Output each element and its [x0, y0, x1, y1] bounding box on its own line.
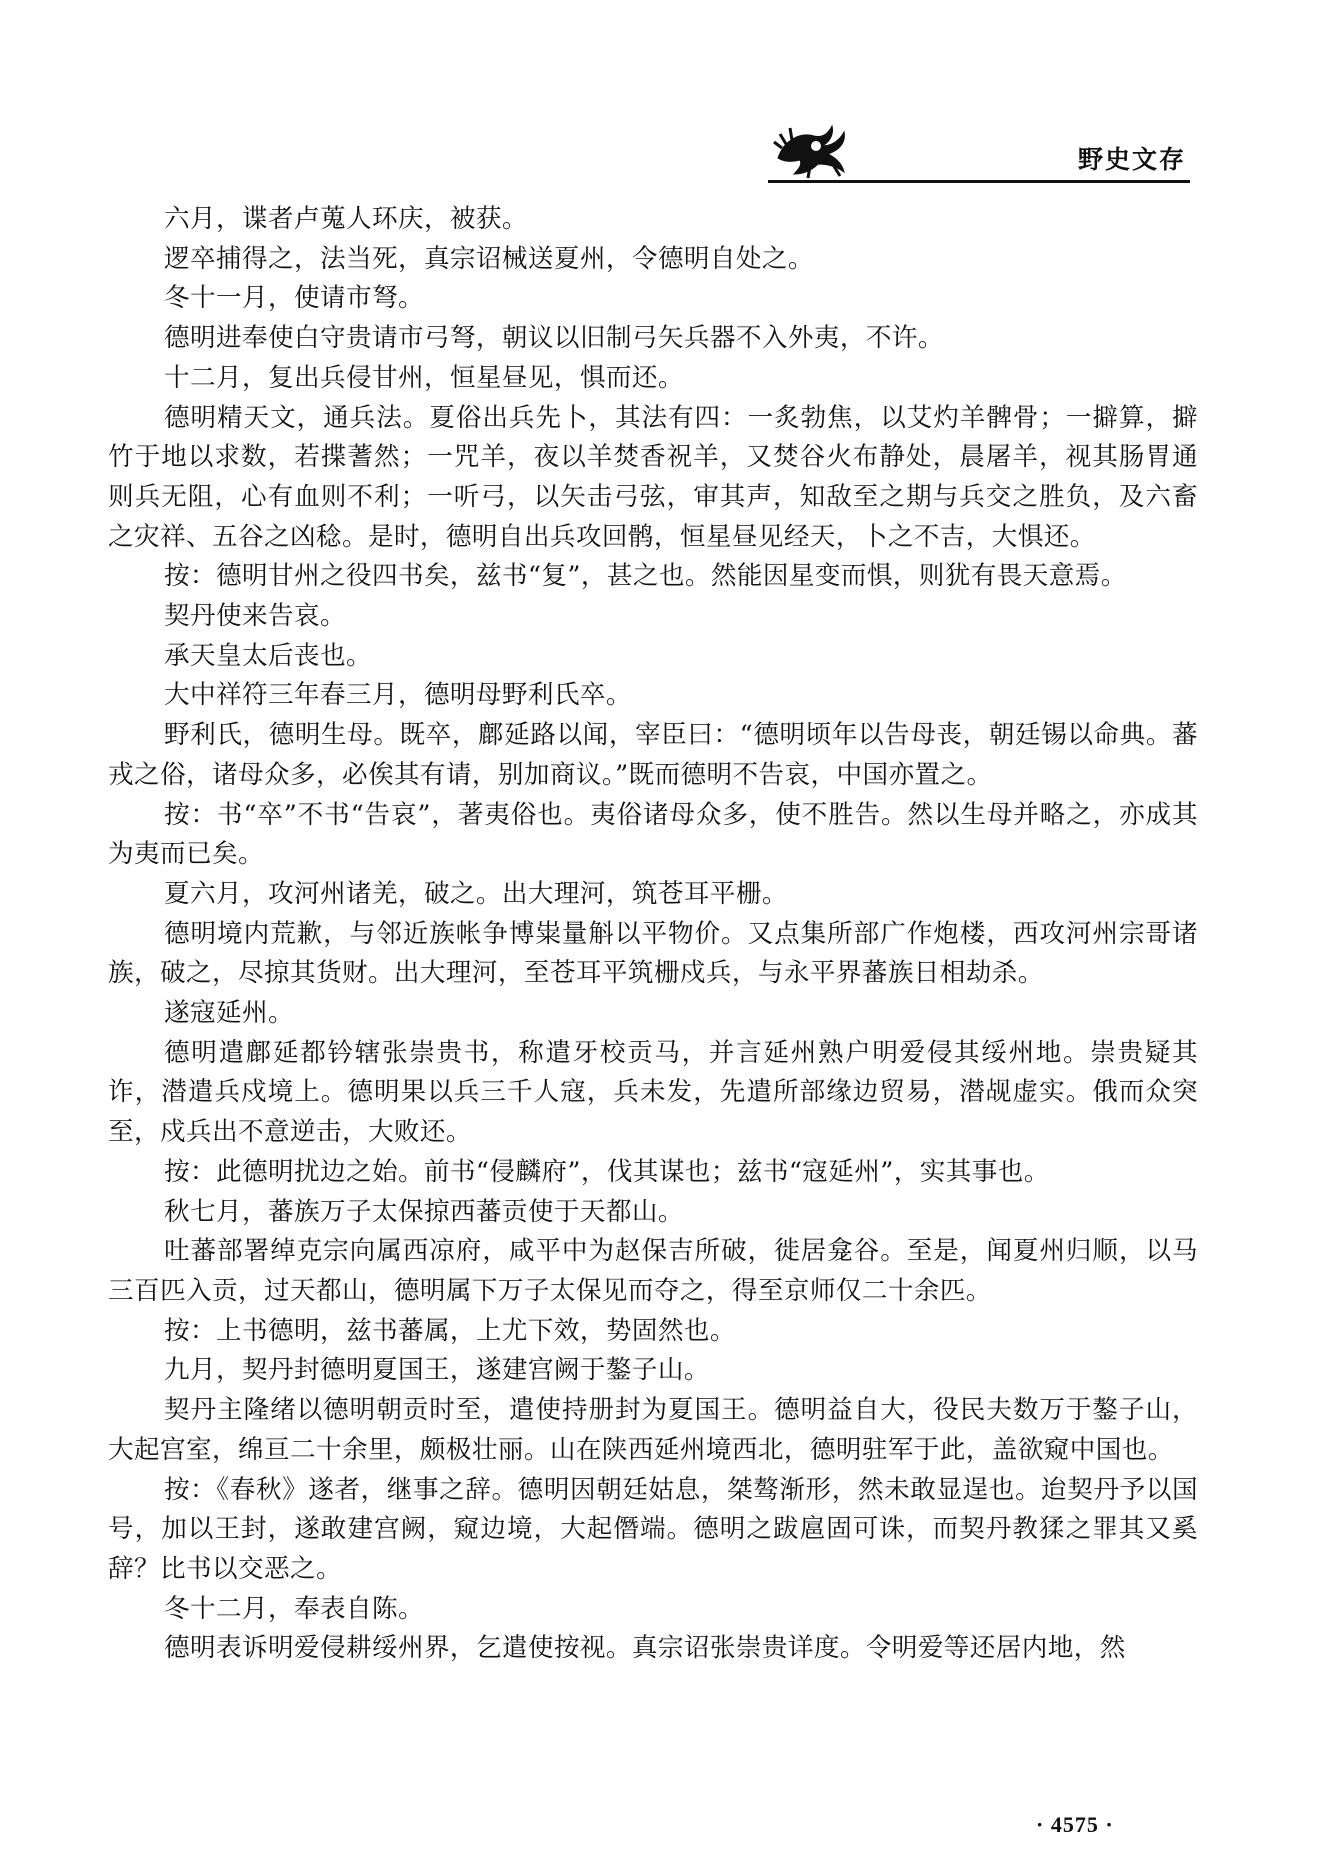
body-text [108, 200, 1198, 1669]
paragraph: 德明精天文，通兵法。夏俗出兵先卜，其法有四：一炙勃焦，以艾灼羊髀骨；一擗算，擗竹于地以求数，若揲蓍然；一咒羊，夜以羊焚香祝羊，又焚谷火布静处，晨屠羊，视其肠胃通则兵无阻，心有血则不利；一听弓，以矢击弓弦，审其声，知敌至之期与兵交之胜负，及六畜之灾祥、五谷之凶稔。是时，德明自出兵攻回鹘，恒星昼见经天，卜之不吉，大惧还。 [108, 402, 1198, 552]
paragraph: 夏六月，攻河州诸羌，破之。出大理河，筑苍耳平栅。 [164, 878, 788, 909]
paragraph: 遂寇延州。 [164, 998, 294, 1029]
paragraph: 德明表诉明爱侵耕绥州界，乞遣使按视。真宗诏张崇贵详度。令明爱等还居内地，然 [164, 1633, 1126, 1664]
paragraph: 吐蕃部署绰克宗向属西凉府，咸平中为赵保吉所破，徙居龛谷。至是，闻夏州归顺，以马三百匹入贡，过天都山，德明属下万子太保见而夺之，得至京师仅二十余匹。 [108, 1236, 1198, 1306]
paragraph: 契丹主隆绪以德明朝贡时至，遣使持册封为夏国王。德明益自大，役民夫数万于鏊子山，大起宫室，绵亘二十余里，颇极壮丽。山在陕西延州境西北，德明驻军于此，盖欲窥中国也。 [108, 1395, 1198, 1465]
paragraph: 德明遣鄜延都钤辖张崇贵书，称遣牙校贡马，并言延州熟户明爱侵其绥州地。崇贵疑其诈，潜遣兵戍境上。德明果以兵三千人寇，兵未发，先遣所部缘边贸易，潜觇虚实。俄而众突至，戍兵出不意逆击，大败还。 [108, 1037, 1198, 1148]
paragraph: 野利氏，德明生母。既卒，鄜延路以闻，宰臣曰：“德明顷年以告母丧，朝廷锡以命典。蕃戎之俗，诸母众多，必俟其有请，别加商议。”既而德明不告哀，中国亦置之。 [108, 720, 1198, 790]
paragraph: 按：德明甘州之役四书矣，兹书“复”，甚之也。然能因星变而惧，则犹有畏天意焉。 [164, 561, 1127, 592]
paragraph: 德明进奉使白守贵请市弓弩，朝议以旧制弓矢兵器不入外夷，不许。 [164, 323, 944, 354]
paragraph: 按：书“卒”不书“告哀”，著夷俗也。夷俗诸母众多，使不胜告。然以生母并略之，亦成其为夷而已矣。 [108, 799, 1198, 870]
dragon-logo-icon [770, 118, 860, 180]
page-number: · 4575 · [1036, 1812, 1114, 1837]
header-rule [768, 180, 1190, 183]
paragraph: 九月，契丹封德明夏国王，遂建宫阙于鏊子山。 [164, 1355, 710, 1386]
paragraph: 逻卒捕得之，法当死，真宗诏械送夏州，令德明自处之。 [164, 243, 814, 274]
paragraph: 契丹使来告哀。 [164, 601, 346, 632]
paragraph: 德明境内荒歉，与邻近族帐争博粜量斛以平物价。又点集所部广作炮楼，西攻河州宗哥诸族，破之，尽掠其货财。出大理河，至苍耳平筑栅戍兵，与永平界蕃族日相劫杀。 [108, 918, 1198, 989]
paragraph: 承天皇太后丧也。 [164, 640, 372, 671]
paragraph: 按：此德明扰边之始。前书“侵麟府”，伐其谋也；兹书“寇延州”，实其事也。 [164, 1156, 1050, 1187]
paragraph: 冬十二月，奉表自陈。 [164, 1593, 424, 1624]
paragraph: 六月，谍者卢蒐人环庆，被获。 [164, 204, 528, 234]
paragraph: 大中祥符三年春三月，德明母野利氏卒。 [164, 680, 632, 711]
series-title: 野史文存 [1077, 145, 1186, 174]
paragraph: 按：《春秋》遂者，继事之辞。德明因朝廷姑息，桀骜渐形，然未敢显逞也。迨契丹予以国号，加以王封，遂敢建宫阙，窥边境，大起僭端。德明之跋扈固可诛，而契丹教猱之罪其又奚辞？比书以交恶之。 [108, 1474, 1198, 1584]
paragraph: 按：上书德明，兹书蕃属，上尤下效，势固然也。 [164, 1315, 736, 1346]
paragraph: 冬十一月，使请市弩。 [164, 283, 424, 314]
paragraph: 秋七月，蕃族万子太保掠西蕃贡使于天都山。 [164, 1196, 684, 1227]
paragraph: 十二月，复出兵侵甘州，恒星昼见，惧而还。 [164, 362, 684, 393]
running-header [770, 118, 1190, 182]
